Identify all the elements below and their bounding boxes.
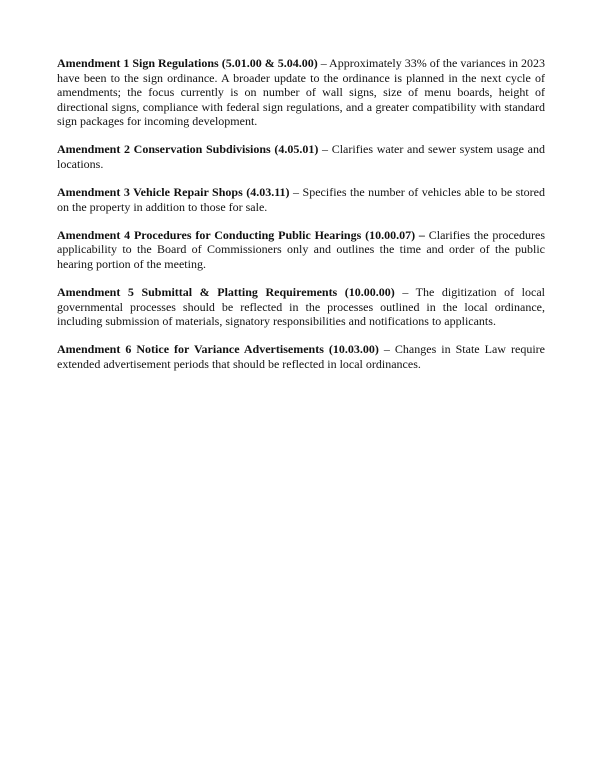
document-page [57, 56, 545, 385]
amendment-3-body: – Specifies the number of vehicles able to be stored on the property in addition to those for sale. [57, 185, 545, 214]
amendment-2-body: – Clarifies water and sewer system usage and locations. [57, 142, 545, 172]
amendment-6-heading: Amendment 6 Notice for Variance Advertisements (10.03.00) [57, 342, 379, 357]
amendment-5-paragraph [57, 285, 545, 329]
amendment-3-paragraph [57, 185, 545, 214]
amendment-3-heading: Amendment 3 Vehicle Repair Shops (4.03.11) [57, 185, 290, 200]
amendment-4-paragraph [57, 228, 545, 272]
amendment-5-body: – The digitization of local governmental processes should be reflected in the processes outlined in the local ordinance, including submission of materials, signatory responsibilities and notifications to applicants. [57, 285, 545, 329]
amendment-4-body: Clarifies the procedures applicability to the Board of Commissioners only and outlines the time and order of the public hearing portion of the meeting. [57, 227, 545, 272]
amendment-2-paragraph [57, 142, 545, 171]
amendment-4-heading: Amendment 4 Procedures for Conducting Public Hearings (10.00.07) – [57, 227, 425, 242]
amendment-5-heading: Amendment 5 Submittal & Platting Requirements (10.00.00) [57, 285, 395, 300]
amendment-6-paragraph [57, 342, 545, 371]
amendment-1-body: – Approximately 33% of the variances in 2023 have been to the sign ordinance. A broader update to the ordinance is planned in the next cycle of amendments; the focus currently is on number of wall signs, size of menu boards, height of directional signs, compliance with federal sign regulations, and a greater compatibility with standard sign packages for incoming development. [57, 56, 546, 129]
amendment-1-heading: Amendment 1 Sign Regulations (5.01.00 & 5.04.00) [57, 56, 318, 70]
amendment-2-heading: Amendment 2 Conservation Subdivisions (4.05.01) [57, 142, 319, 157]
amendment-6-body: – Changes in State Law require extended advertisement periods that should be reflected in local ordinances. [57, 342, 545, 371]
amendment-1-paragraph [57, 56, 545, 129]
